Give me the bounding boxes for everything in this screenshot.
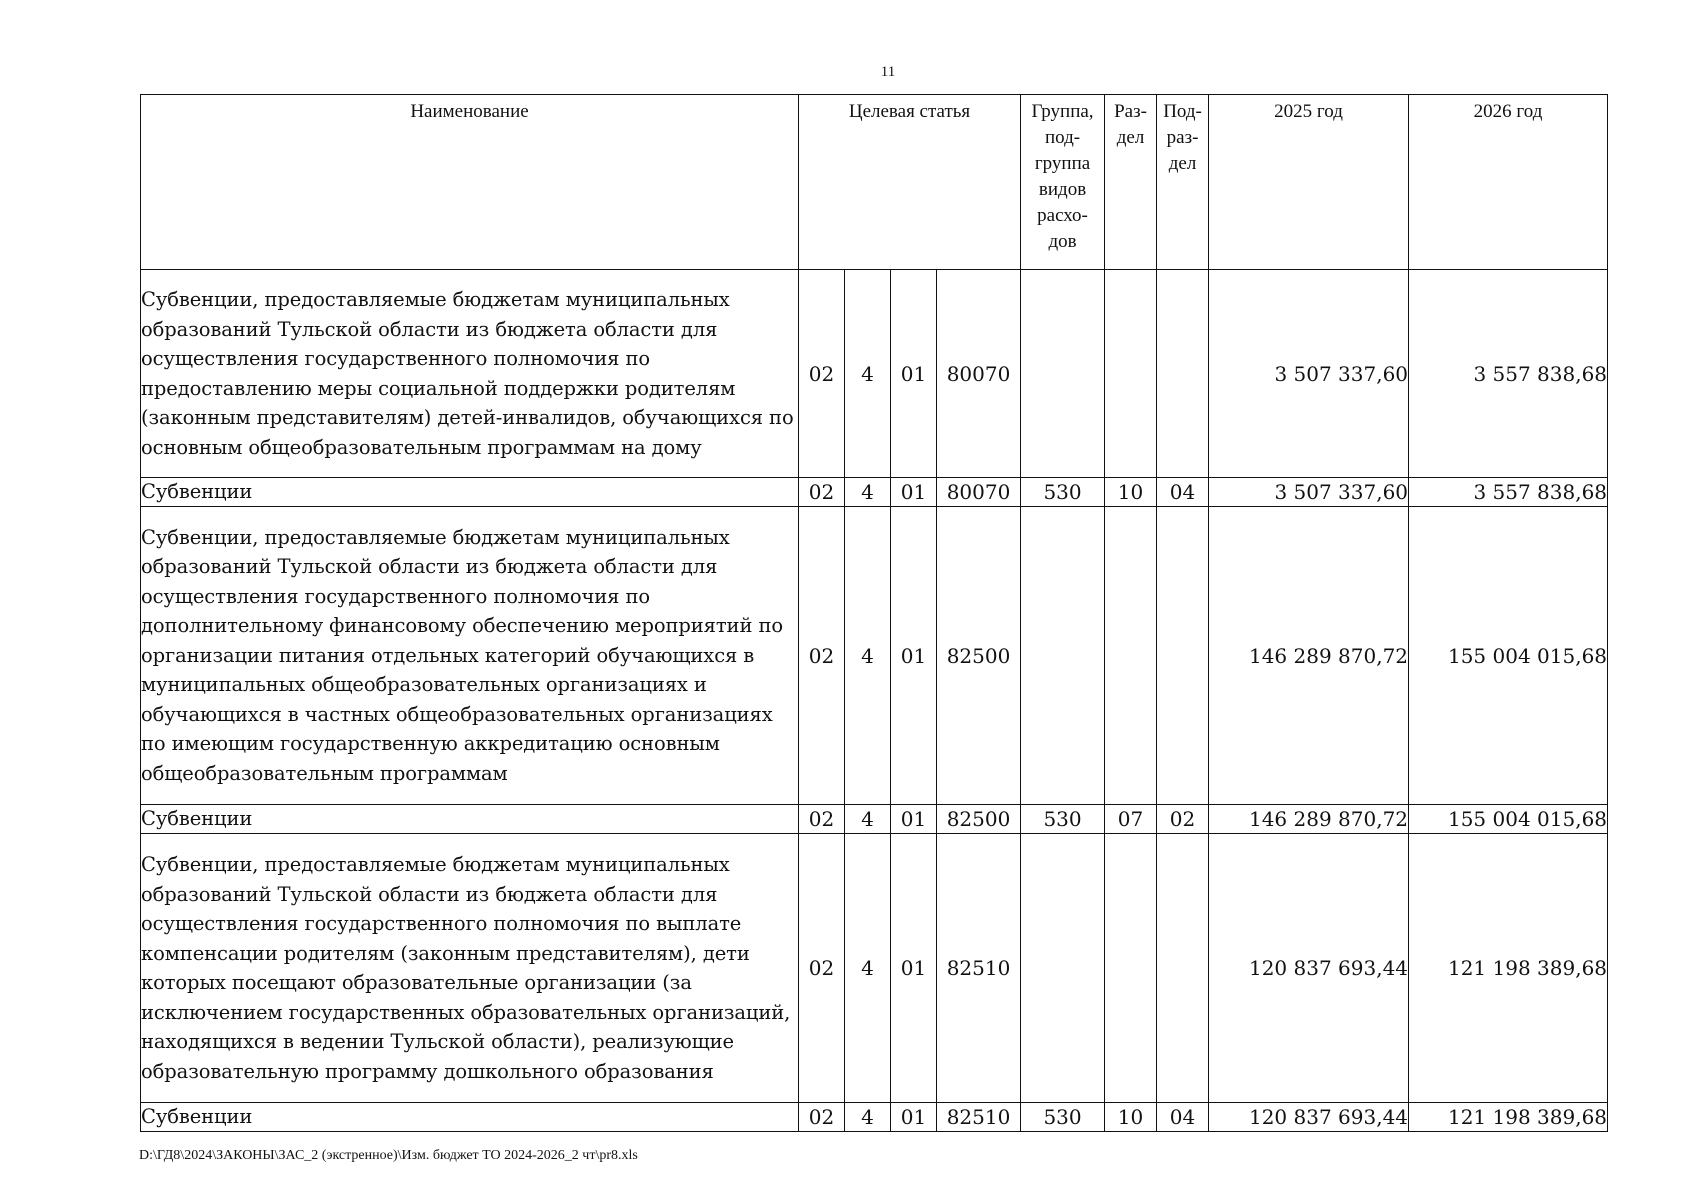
page-number: 11 [880, 64, 896, 80]
header-target-article: Целевая статья [799, 95, 1021, 270]
header-subsection: Под- раз- дел [1157, 95, 1209, 270]
row-name: Субвенции, предоставляемые бюджетам муниципальных образований Тульской области из бюджета области для осуществления государственного полномочия по дополнительному финансовому обеспечению мероприятий по организации питания отдельных категорий обучающихся в муниципальных общеобразовательных организациях и обучающихся в частных общеобразовательных организациях по имеющим государственную аккредитацию основным общеобразовательным программам [141, 507, 799, 805]
row-amount-2025: 146 289 870,72 [1209, 507, 1409, 805]
row-ts3: 01 [891, 805, 937, 834]
row-name: Субвенции, предоставляемые бюджетам муниципальных образований Тульской области из бюджета области для осуществления государственного полномочия по предоставлению меры социальной поддержки родителям (законным представителям) детей-инвалидов, обучающихся по основным общеобразовательным программам на дому [141, 270, 799, 478]
row-group: 530 [1021, 805, 1105, 834]
row-amount-2025: 3 507 337,60 [1209, 270, 1409, 478]
file-path-footer: D:\ГД8\2024\ЗАКОНЫ\ЗАС_2 (экстренное)\Изм. бюджет ТО 2024-2026_2 чт\pr8.xls [139, 1148, 638, 1163]
row-section: 07 [1105, 805, 1157, 834]
row-amount-2025: 3 507 337,60 [1209, 478, 1409, 507]
row-ts2: 4 [845, 834, 891, 1103]
row-amount-2025: 120 837 693,44 [1209, 834, 1409, 1103]
row-group [1021, 834, 1105, 1103]
row-amount-2026: 3 557 838,68 [1409, 270, 1608, 478]
table-header-row [141, 95, 1608, 270]
row-group: 530 [1021, 1103, 1105, 1132]
row-ts3: 01 [891, 478, 937, 507]
row-section [1105, 507, 1157, 805]
row-ts4: 82500 [937, 507, 1021, 805]
row-ts2: 4 [845, 478, 891, 507]
row-ts2: 4 [845, 1103, 891, 1132]
row-ts1: 02 [799, 507, 845, 805]
table-row [141, 834, 1608, 1103]
row-amount-2026: 121 198 389,68 [1409, 1103, 1608, 1132]
row-subsection: 02 [1157, 805, 1209, 834]
row-name: Субвенции [141, 805, 799, 834]
row-group [1021, 270, 1105, 478]
table-row [141, 805, 1608, 834]
row-amount-2026: 155 004 015,68 [1409, 507, 1608, 805]
row-name: Субвенции [141, 478, 799, 507]
row-name: Субвенции [141, 1103, 799, 1132]
table-row [141, 507, 1608, 805]
row-amount-2025: 120 837 693,44 [1209, 1103, 1409, 1132]
row-ts2: 4 [845, 270, 891, 478]
row-ts4: 82500 [937, 805, 1021, 834]
row-subsection [1157, 507, 1209, 805]
row-amount-2025: 146 289 870,72 [1209, 805, 1409, 834]
table-row [141, 478, 1608, 507]
row-subsection: 04 [1157, 1103, 1209, 1132]
row-ts1: 02 [799, 270, 845, 478]
row-subsection [1157, 834, 1209, 1103]
row-ts2: 4 [845, 507, 891, 805]
row-ts2: 4 [845, 805, 891, 834]
row-name: Субвенции, предоставляемые бюджетам муниципальных образований Тульской области из бюджета области для осуществления государственного полномочия по выплате компенсации родителям (законным представителям), дети которых посещают образовательные организации (за исключением государственных образовательных организаций, находящихся в ведении Тульской области), реализующие образовательную программу дошкольного образования [141, 834, 799, 1103]
row-subsection [1157, 270, 1209, 478]
table-row [141, 1103, 1608, 1132]
header-expense-group: Группа, под- группа видов расхо- дов [1021, 95, 1105, 270]
row-group [1021, 507, 1105, 805]
row-ts4: 80070 [937, 270, 1021, 478]
header-name: Наименование [141, 95, 799, 270]
header-year-2025: 2025 год [1209, 95, 1409, 270]
row-ts1: 02 [799, 478, 845, 507]
row-amount-2026: 155 004 015,68 [1409, 805, 1608, 834]
row-section [1105, 270, 1157, 478]
row-subsection: 04 [1157, 478, 1209, 507]
row-section [1105, 834, 1157, 1103]
row-ts1: 02 [799, 1103, 845, 1132]
row-ts4: 82510 [937, 834, 1021, 1103]
row-ts3: 01 [891, 834, 937, 1103]
row-amount-2026: 3 557 838,68 [1409, 478, 1608, 507]
row-ts3: 01 [891, 507, 937, 805]
row-amount-2026: 121 198 389,68 [1409, 834, 1608, 1103]
header-section: Раз- дел [1105, 95, 1157, 270]
header-year-2026: 2026 год [1409, 95, 1608, 270]
row-section: 10 [1105, 478, 1157, 507]
row-ts3: 01 [891, 1103, 937, 1132]
row-ts4: 82510 [937, 1103, 1021, 1132]
row-ts1: 02 [799, 834, 845, 1103]
row-section: 10 [1105, 1103, 1157, 1132]
budget-table [140, 94, 1608, 1132]
row-ts1: 02 [799, 805, 845, 834]
row-ts3: 01 [891, 270, 937, 478]
table-row [141, 270, 1608, 478]
row-group: 530 [1021, 478, 1105, 507]
row-ts4: 80070 [937, 478, 1021, 507]
